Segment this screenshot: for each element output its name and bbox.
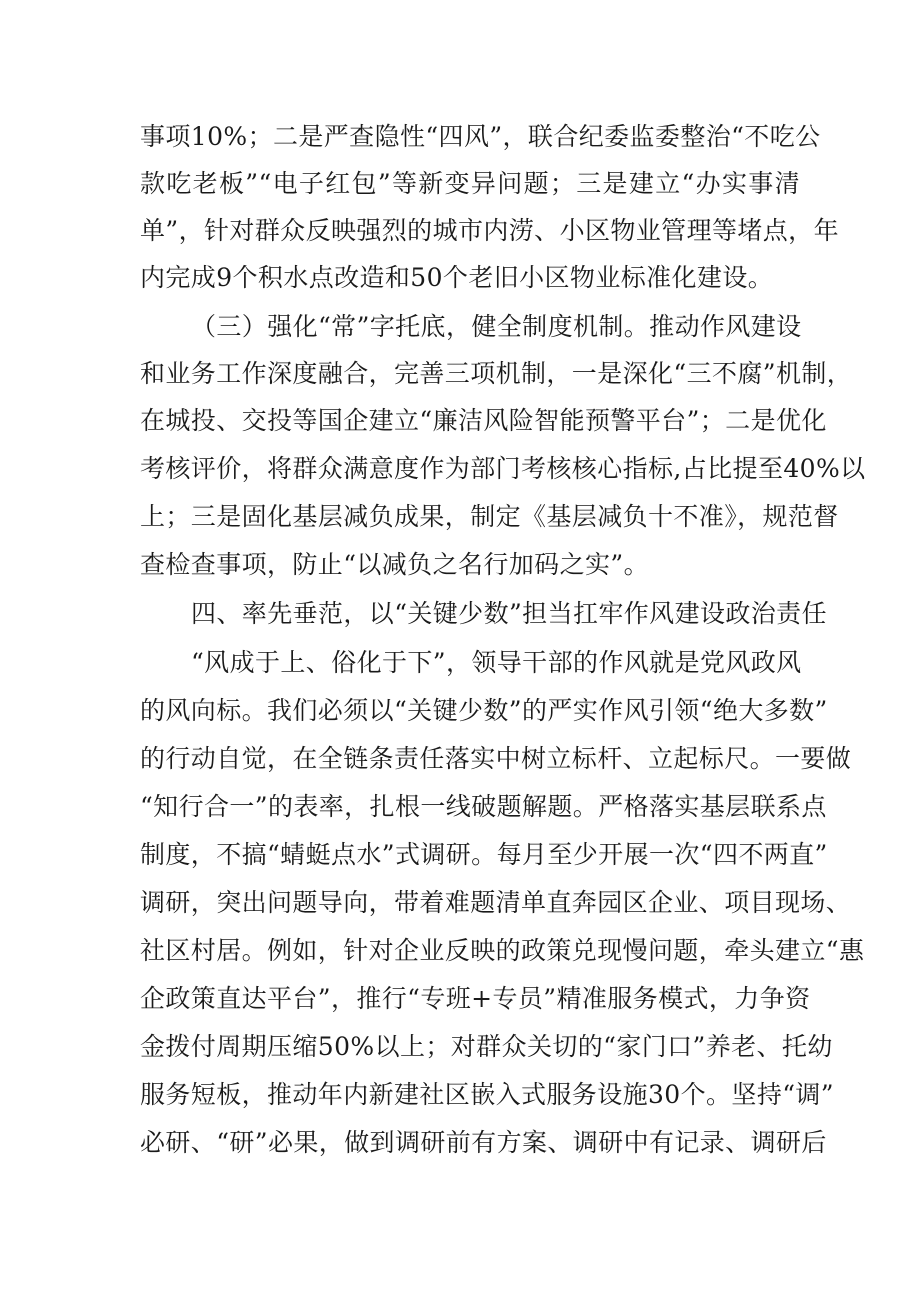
body-text-line-19: 企政策直达平台”，推行“专班+专员”精准服务模式，力争资: [140, 984, 811, 1013]
body-text-line-14: 的行动自觉，在全链条责任落实中树立标杆、立起标尺。一要做: [140, 744, 852, 773]
body-text-line-1: 事项10%；二是严查隐性“四风”，联合纪委监委整治“不吃公: [140, 122, 821, 151]
body-text-line-17: 调研，突出问题导向，带着难题清单直奔园区企业、项目现场、: [140, 888, 852, 917]
body-text-line-22: 必研、“研”必果，做到调研前有方案、调研中有记录、调研后: [140, 1128, 827, 1157]
body-text-line-15: “知行合一”的表率，扎根一线破题解题。严格落实基层联系点: [140, 792, 827, 821]
section-3-heading-line: （三）强化“常”字托底，健全制度机制。推动作风建设: [191, 312, 802, 341]
body-text-line-3: 单”，针对群众反映强烈的城市内涝、小区物业管理等堵点，年: [140, 216, 839, 245]
body-text-line-18: 社区村居。例如，针对企业反映的政策兑现慢问题，牵头建立“惠: [140, 936, 865, 965]
body-text-line-6: 和业务工作深度融合，完善三项机制，一是深化“三不腐”机制，: [140, 359, 853, 388]
paragraph-start-line: “风成于上、俗化于下”，领导干部的作风就是党风政风: [191, 648, 802, 677]
body-text-line-20: 金拨付周期压缩50%以上；对群众关切的“家门口”养老、托幼: [140, 1032, 833, 1061]
body-text-line-4: 内完成9个积水点改造和50个老旧小区物业标准化建设。: [140, 263, 774, 292]
body-text-line-2: 款吃老板”“电子红包”等新变异问题；三是建立“办实事清: [140, 169, 800, 198]
section-4-heading: 四、率先垂范，以“关键少数”担当扛牢作风建设政治责任: [191, 599, 827, 628]
body-text-line-16: 制度，不搞“蜻蜓点水”式调研。每月至少开展一次“四不两直”: [140, 840, 828, 869]
body-text-line-21: 服务短板，推动年内新建社区嵌入式服务设施30个。坚持“调”: [140, 1080, 834, 1109]
body-text-line-13: 的风向标。我们必须以“关键少数”的严实作风引领“绝大多数”: [140, 696, 828, 725]
body-text-line-8: 考核评价，将群众满意度作为部门考核核心指标,占比提至40%以: [140, 454, 866, 483]
body-text-line-10: 查检查事项，防止“以减负之名行加码之实”。: [140, 550, 649, 579]
body-text-line-9: 上；三是固化基层减负成果，制定《基层减负十不准》，规范督: [140, 502, 839, 531]
body-text-line-7: 在城投、交投等国企建立“廉洁风险智能预警平台”；二是优化: [140, 406, 827, 435]
